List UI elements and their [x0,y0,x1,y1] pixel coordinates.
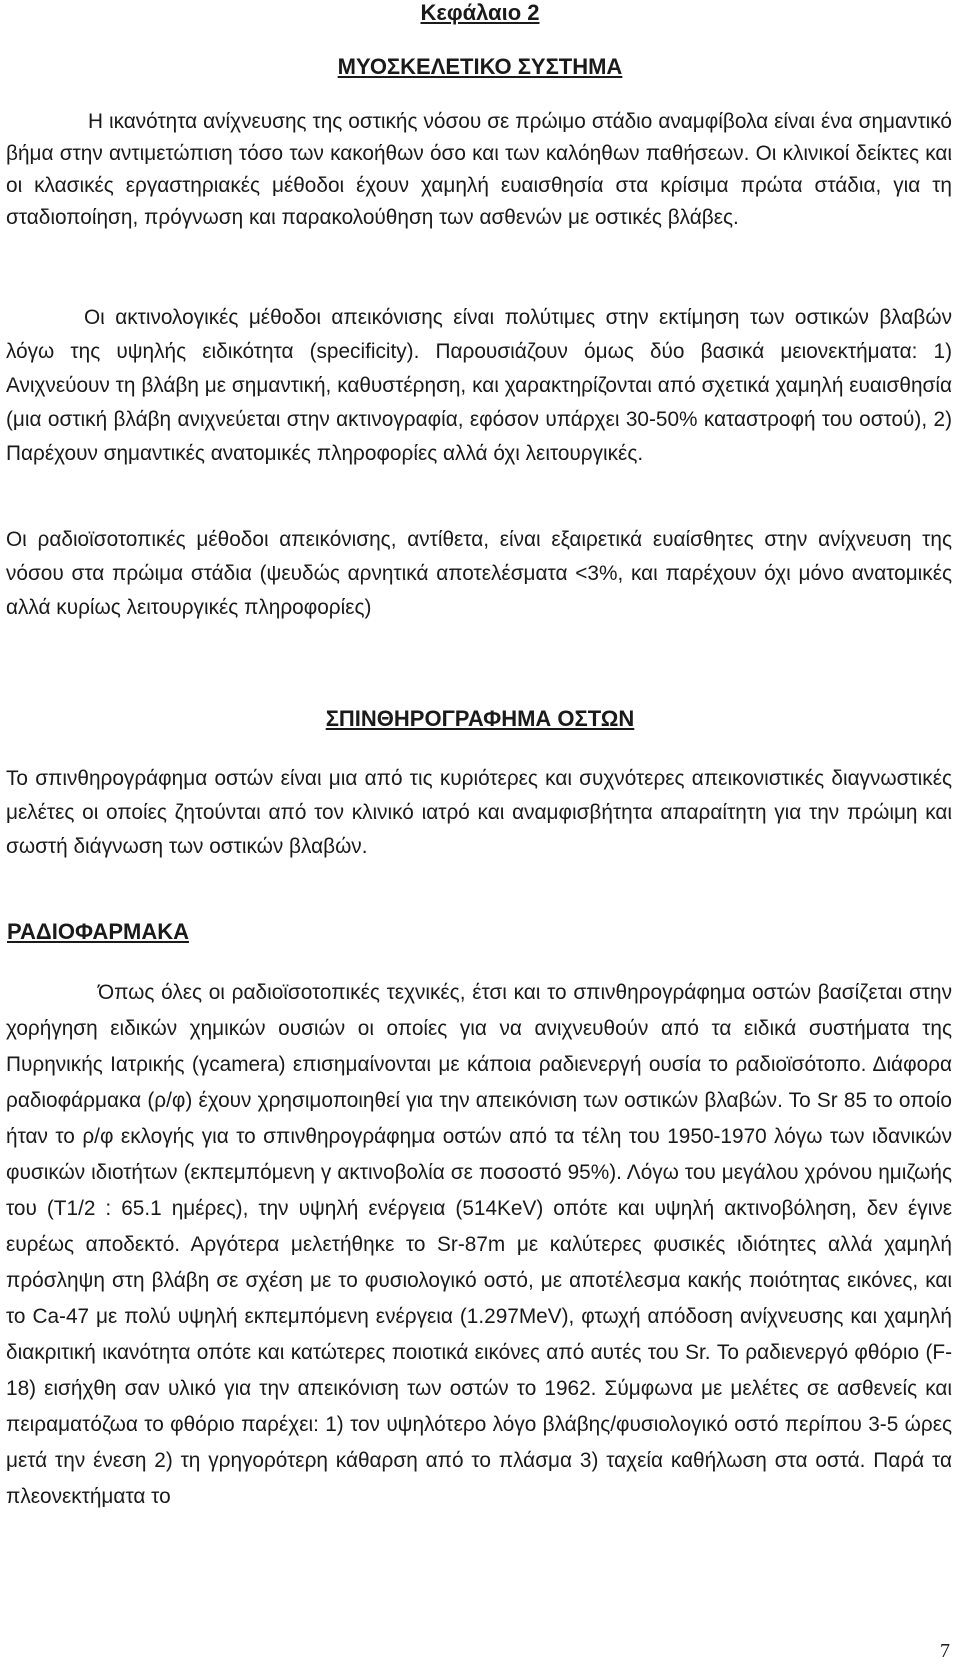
intro-paragraph-3: Οι ραδιοϊσοτοπικές μέθοδοι απεικόνισης, αντίθετα, είναι εξαιρετικά ευαίσθητες στην ανίχνευση της νόσου στα πρώιμα στάδια (ψευδώς αρνητικά αποτελέσματα <3%, και παρέχουν όχι μόνο ανατομικές αλλά κυρίως λειτουργικές πληροφορίες) [6,528,952,619]
section-title: ΜΥΟΣΚΕΛΕΤΙΚΟ ΣΥΣΤΗΜΑ [337,54,623,79]
page-number: 7 [940,1640,950,1662]
intro-paragraph-2: Οι ακτινολογικές μέθοδοι απεικόνισης είναι πολύτιμες στην εκτίμηση των οστικών βλαβών λόγω της υψηλής ειδικότητα (specificity). Παρουσιάζουν όμως δύο βασικά μειονεκτήματα: 1) Ανιχνεύουν τη βλάβη με σημαντική, καθυστέρηση, και χαρακτηρίζονται από σχετικά χαμηλή ευαισθησία (μια οστική βλάβη ανιχνεύεται στην ακτινογραφία, εφόσον υπάρχει 30-50% καταστροφή του οστού), 2) Παρέχουν σημαντικές ανατομικές πληροφορίες αλλά όχι λειτουργικές. [6,306,952,465]
scintigraphy-title: ΣΠΙΝΘΗΡΟΓΡΑΦΗΜΑ ΟΣΤΩΝ [325,706,635,731]
radiopharma-paragraph: Όπως όλες οι ραδιοϊσοτοπικές τεχνικές, έτσι και το σπινθηρογράφημα οστών βασίζεται στην χορήγηση ειδικών χημικών ουσιών οι οποίες για να ανιχνευθούν από τα ειδικά συστήματα της Πυρηνικής Ιατρικής (γcamera) επισημαίνονται με κάποια ραδιενεργή ουσία το ραδιοϊσότοπο. Διάφορα ραδιοφάρμακα (ρ/φ) έχουν χρησιμοποιηθεί για την απεικόνιση των οστικών βλαβών. Το Sr 85 το οποίο ήταν το ρ/φ εκλογής για το σπινθηρογράφημα οστών από τα τέλη του 1950-1970 λόγω των ιδανικών φυσικών ιδιοτήτων (εκπεμπόμενη γ ακτινοβολία σε ποσοστό 95%). Λόγω του μεγάλου χρόνου ημιζωής του (Τ1/2 : 65.1 ημέρες), την υψηλή ενέργεια (514KeV) οπότε και υψηλή ακτινοβόληση, δεν έγινε ευρέως αποδεκτό. Αργότερα μελετήθηκε το Sr-87m με καλύτερες φυσικές ιδιότητες αλλά χαμηλή πρόσληψη στη βλάβη σε σχέση με το φυσιολογικό οστό, με αποτέλεσμα κακής ποιότητας εικόνες, και το Ca-47 με πολύ υψηλή εκπεμπόμενη ενέργεια (1.297MeV), φτωχή απόδοση ανίχνευσης και χαμηλή διακριτική ικανότητα οπότε και κατώτερες ποιοτικά εικόνες από αυτές του Sr. Το ραδιενεργό φθόριο (F-18) εισήχθη σαν υλικό για την απεικόνιση των οστών το 1962. Σύμφωνα με μελέτες σε ασθενείς και πειραματόζωα το φθόριο παρέχει: 1) τον υψηλότερο λόγο βλάβης/φυσιολογικό οστό περίπου 3-5 ώρες μετά την ένεση 2) τη γρηγορότερη κάθαρση από το πλάσμα 3) ταχεία καθήλωση στα οστά. Παρά τα πλεονεκτήματα το [6,981,952,1508]
intro-paragraph-1: Η ικανότητα ανίχνευσης της οστικής νόσου σε πρώιμο στάδιο αναμφίβολα είναι ένα σημαντικό βήμα στην αντιμετώπιση τόσο των κακοήθων όσο και των καλόηθων παθήσεων. Οι κλινικοί δείκτες και οι κλασικές εργαστηριακές μέθοδοι έχουν χαμηλή ευαισθησία στα κρίσιμα πρώτα στάδια, για τη σταδιοποίηση, πρόγνωση και παρακολούθηση των ασθενών με οστικές βλάβες. [6,110,952,229]
radiopharma-title: ΡΑΔΙΟΦΑΡΜΑΚΑ [7,919,189,944]
scintigraphy-paragraph: Το σπινθηρογράφημα οστών είναι μια από τις κυριότερες και συχνότερες απεικονιστικές διαγνωστικές μελέτες οι οποίες ζητούνται από τον κλινικό ιατρό και αναμφισβήτητα απαραίτητη για την πρώιμη και σωστή διάγνωση των οστικών βλαβών. [6,767,952,858]
chapter-title: Κεφάλαιο 2 [420,0,540,25]
